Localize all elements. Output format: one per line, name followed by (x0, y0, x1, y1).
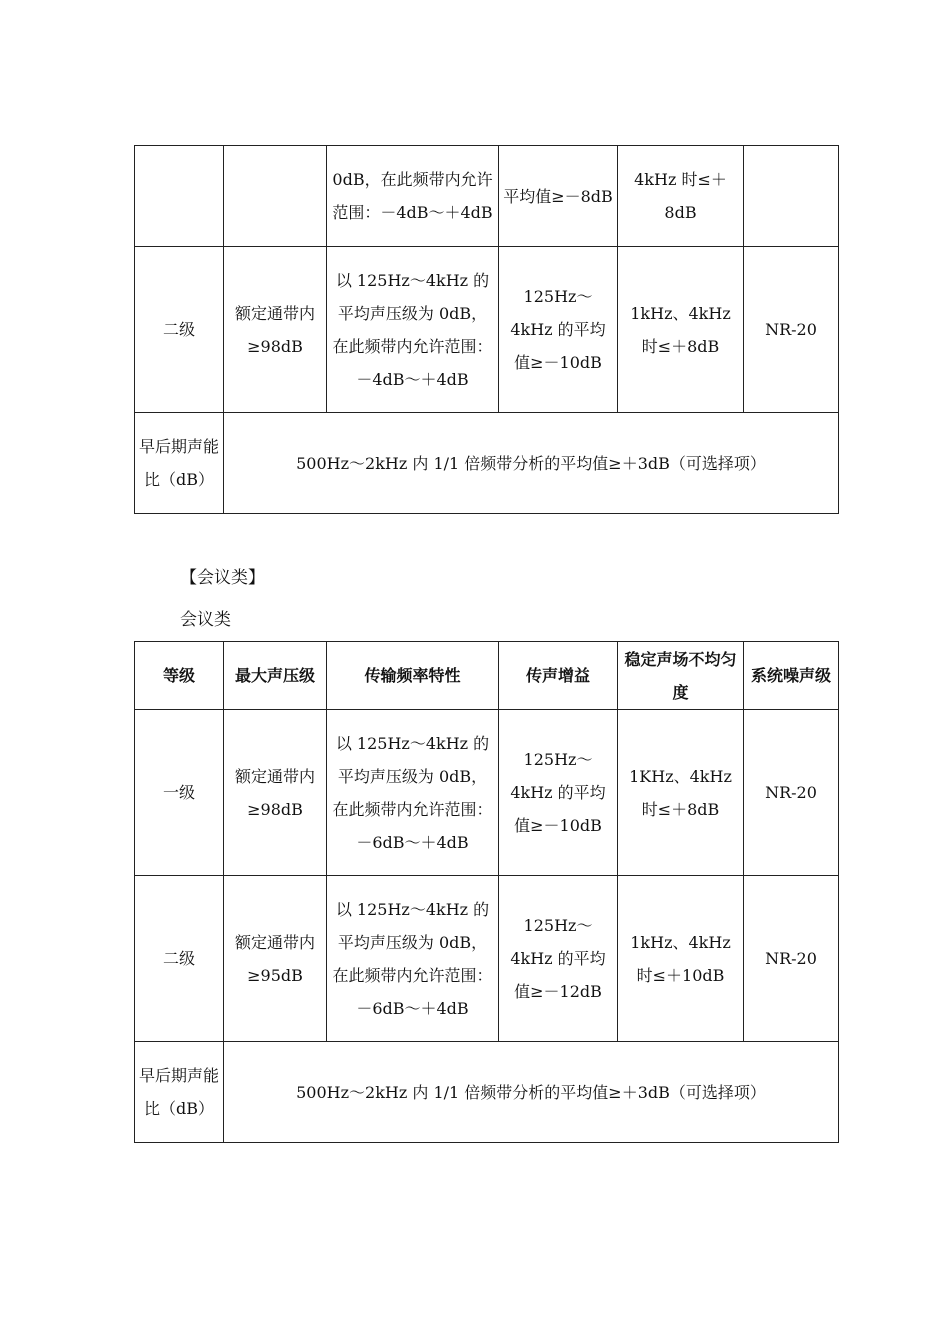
table-row (135, 710, 839, 876)
table-row (135, 146, 839, 247)
noise-cell: NR-20 (744, 247, 839, 413)
spec-table-meeting (134, 641, 839, 1143)
uniformity-cell: 1kHz、4kHz 时≤＋10dB (618, 876, 744, 1042)
ratio-value-cell: 500Hz～2kHz 内 1/1 倍频带分析的平均值≥＋3dB（可选择项） (224, 413, 839, 514)
header-grade: 等级 (135, 642, 224, 710)
max-spl-cell: 额定通带内≥95dB (224, 876, 327, 1042)
max-spl-cell: 额定通带内≥98dB (224, 247, 327, 413)
freq-response-cell: 以 125Hz～4kHz 的平均声压级为 0dB，在此频带内允许范围：－4dB～＋4dB (327, 247, 499, 413)
noise-cell: NR-20 (744, 710, 839, 876)
table-row (135, 1042, 839, 1143)
table-header-row (135, 642, 839, 710)
grade-cell: 一级 (135, 710, 224, 876)
ratio-label-cell: 早后期声能比（dB） (135, 413, 224, 514)
gain-cell: 125Hz～4kHz 的平均值≥－10dB (499, 247, 618, 413)
table-row (135, 876, 839, 1042)
gain-cell: 125Hz～4kHz 的平均值≥－12dB (499, 876, 618, 1042)
grade-cell (135, 146, 224, 247)
freq-response-cell: 以 125Hz～4kHz 的平均声压级为 0dB，在此频带内允许范围：－6dB～＋4dB (327, 876, 499, 1042)
freq-response-cell: 0dB，在此频带内允许范围：－4dB～＋4dB (327, 146, 499, 247)
uniformity-cell: 1kHz、4kHz 时≤＋8dB (618, 247, 744, 413)
table-row (135, 413, 839, 514)
ratio-label-cell: 早后期声能比（dB） (135, 1042, 224, 1143)
ratio-value-cell: 500Hz～2kHz 内 1/1 倍频带分析的平均值≥＋3dB（可选择项） (224, 1042, 839, 1143)
header-uniformity: 稳定声场不均匀度 (618, 642, 744, 710)
gain-cell: 平均值≥－8dB (499, 146, 618, 247)
grade-cell: 二级 (135, 876, 224, 1042)
uniformity-cell: 4kHz 时≤＋8dB (618, 146, 744, 247)
freq-response-cell: 以 125Hz～4kHz 的平均声压级为 0dB，在此频带内允许范围：－6dB～＋4dB (327, 710, 499, 876)
spec-table-continued (134, 145, 839, 514)
table-caption: 会议类 (180, 610, 231, 630)
section-heading: 【会议类】 (180, 568, 265, 588)
header-noise: 系统噪声级 (744, 642, 839, 710)
header-freq-response: 传输频率特性 (327, 642, 499, 710)
table-row (135, 247, 839, 413)
header-max-spl: 最大声压级 (224, 642, 327, 710)
noise-cell: NR-20 (744, 876, 839, 1042)
header-gain: 传声增益 (499, 642, 618, 710)
max-spl-cell (224, 146, 327, 247)
noise-cell (744, 146, 839, 247)
gain-cell: 125Hz～4kHz 的平均值≥－10dB (499, 710, 618, 876)
uniformity-cell: 1KHz、4kHz 时≤＋8dB (618, 710, 744, 876)
max-spl-cell: 额定通带内≥98dB (224, 710, 327, 876)
grade-cell: 二级 (135, 247, 224, 413)
